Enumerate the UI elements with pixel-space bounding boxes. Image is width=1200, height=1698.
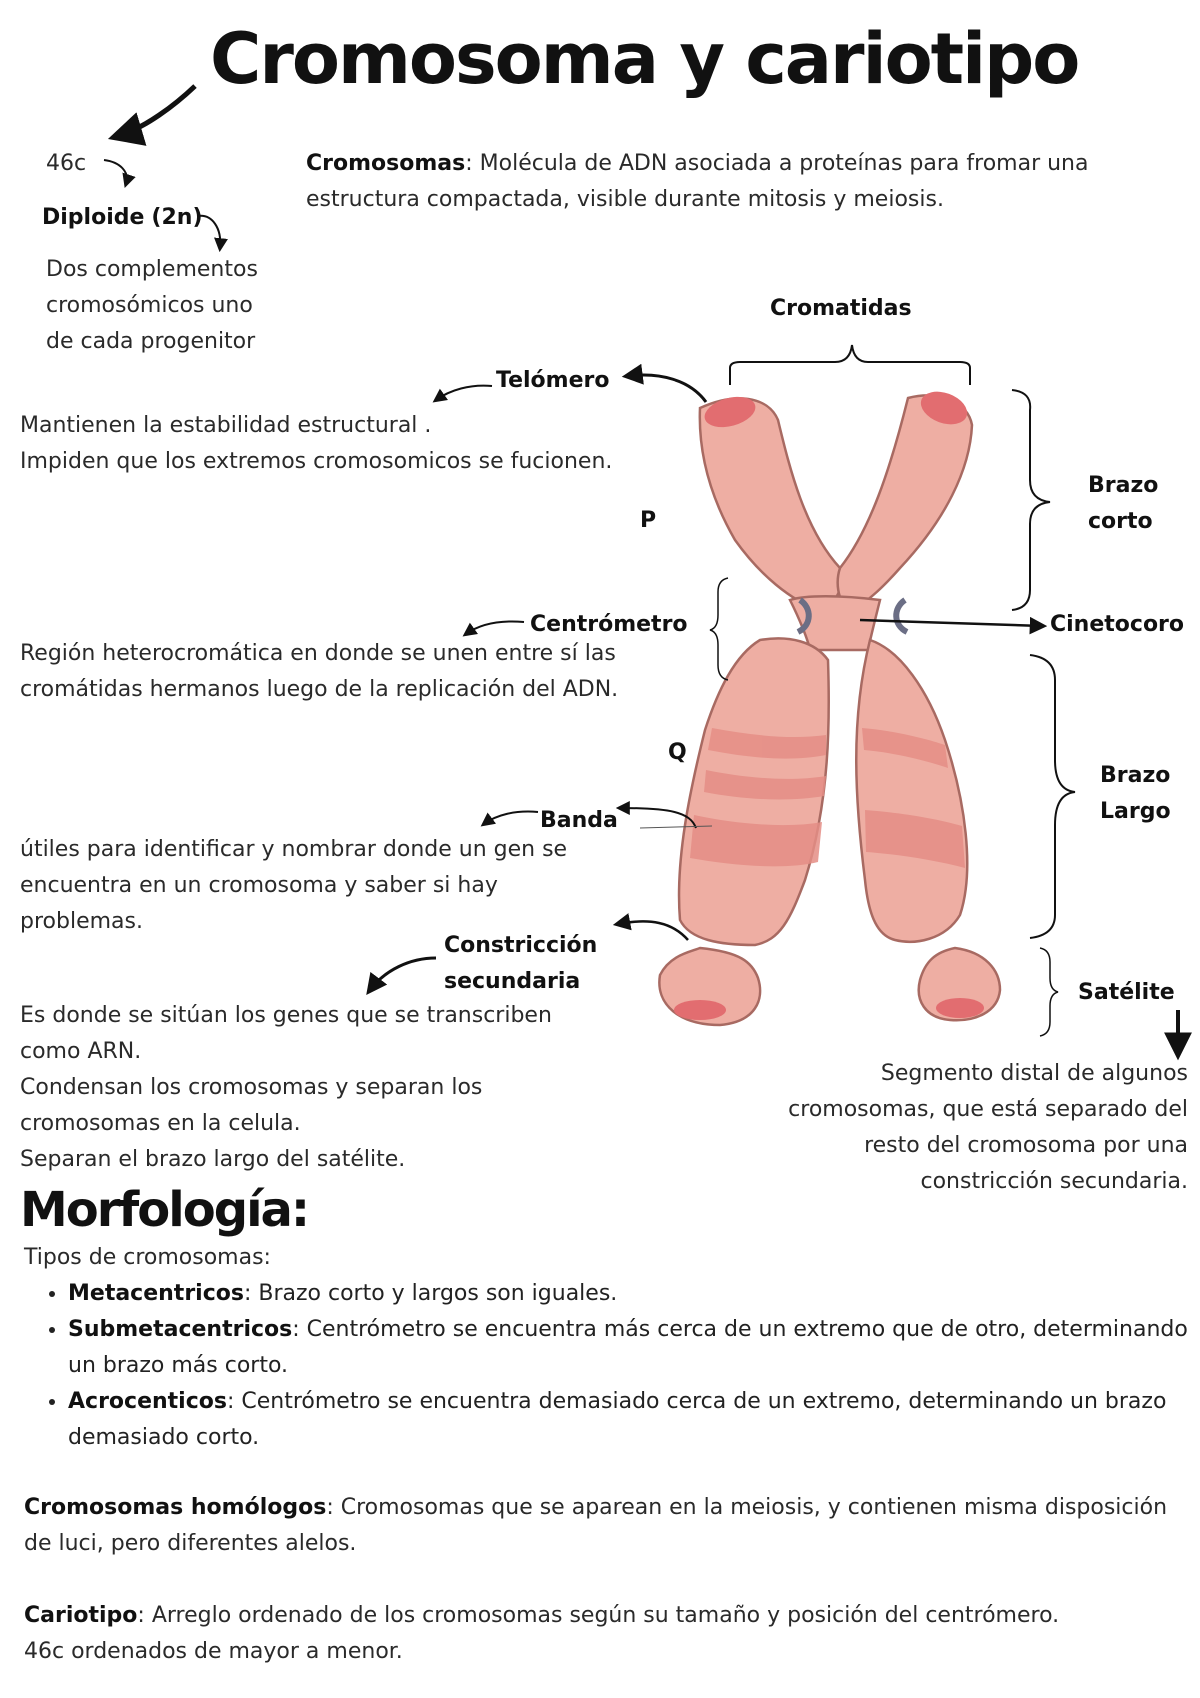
cromatidas-bracket: [730, 345, 970, 385]
constriccion-desc-line: Es donde se sitúan los genes que se transcriben: [20, 1003, 552, 1028]
constriccion-line: secundaria: [444, 969, 581, 994]
centrometro-description: [20, 636, 618, 708]
morfologia-intro: Tipos de cromosomas:: [24, 1245, 271, 1270]
diploid-desc-line: Dos complementos: [46, 257, 258, 282]
diploid-symbol: (2n): [151, 205, 203, 230]
banda-arrow-left: [484, 812, 538, 824]
cariotipo-term: Cariotipo: [24, 1603, 138, 1628]
satellite-left-tip: [674, 1000, 726, 1020]
homologos-text: : Cromosomas que se aparean en la meiosis, y contienen misma disposición de luci, pero diferentes alelos.: [24, 1495, 1168, 1556]
right-upper-arm: [838, 396, 972, 612]
type-term: Submetacentricos: [68, 1317, 293, 1342]
type-text: : Centrómetro se encuentra demasiado cerca de un extremo, determinando un brazo demasiado corto.: [68, 1389, 1167, 1450]
brazo-largo-line: Brazo: [1100, 763, 1171, 788]
type-text: : Brazo corto y largos son iguales.: [243, 1281, 618, 1306]
cromatidas-label: Cromatidas: [770, 296, 912, 321]
brazo-largo-label: [1100, 758, 1171, 830]
constriccion-line: Constricción: [444, 933, 598, 958]
brazo-corto-label: [1088, 468, 1158, 540]
p-arm-label: P: [640, 508, 657, 533]
list-item: [68, 1276, 1188, 1312]
telomero-desc-line: Mantienen la estabilidad estructural .: [20, 413, 432, 438]
type-term: Acrocenticos: [68, 1389, 227, 1414]
chromosome-types-list: [20, 1276, 1188, 1456]
constriccion-label: [444, 928, 597, 1000]
homologos-paragraph: [24, 1490, 1184, 1562]
satelite-desc-line: Segmento distal de algunos: [880, 1061, 1188, 1086]
definition-text: : Molécula de ADN asociada a proteínas para fromar una estructura compactada, visible durante mitosis y meiosis.: [306, 151, 1089, 212]
type-term: Metacentricos: [68, 1281, 244, 1306]
diploid-arrow: [198, 216, 220, 248]
right-lower-arm: [856, 640, 967, 942]
diploid-desc-line: de cada progenitor: [46, 329, 256, 354]
page-title: Cromosoma y cariotipo: [210, 18, 1079, 100]
centrometro-desc-line: Región heterocromática en donde se unen entre sí las: [20, 641, 616, 666]
title-arrow: [118, 86, 195, 136]
telomero-arrow-left: [436, 386, 492, 400]
left-upper-arm: [700, 398, 842, 612]
constriccion-arrow-left: [370, 958, 436, 990]
telomero-description: [20, 408, 612, 480]
banda-desc-line: encuentra en un cromosoma y saber si hay: [20, 873, 498, 898]
constriccion-description: [20, 998, 552, 1178]
chromosome-count: 46c: [46, 151, 87, 176]
list-item: [68, 1384, 1188, 1456]
brazo-largo-brace: [1030, 655, 1075, 938]
brazo-corto-line: Brazo: [1088, 473, 1159, 498]
cinetocoro-label: Cinetocoro: [1050, 612, 1185, 637]
morfologia-heading: Morfología:: [20, 1182, 309, 1238]
cariotipo-text: : Arreglo ordenado de los cromosomas según su tamaño y posición del centrómero.: [137, 1603, 1060, 1628]
telomero-arrow-right: [628, 375, 706, 402]
satelite-desc-line: resto del cromosoma por una: [864, 1133, 1188, 1158]
satelite-brace: [1040, 948, 1058, 1036]
cinetocoro-arrow: [860, 620, 1042, 626]
centrometro-desc-line: cromátidas hermanos luego de la replicación del ADN.: [20, 677, 619, 702]
chromosome-shape: [659, 396, 1000, 1025]
centrometro-arrow-left: [466, 622, 524, 635]
brazo-corto-line: corto: [1088, 509, 1153, 534]
diploid-desc-line: cromosómicos uno: [46, 293, 253, 318]
definition-term: Cromosomas: [306, 151, 466, 176]
constriccion-desc-line: Condensan los cromosomas y separan los: [20, 1075, 483, 1100]
telomero-desc-line: Impiden que los extremos cromosomicos se fucionen.: [20, 449, 613, 474]
cariotipo-line2: 46c ordenados de mayor a menor.: [24, 1639, 403, 1664]
satelite-desc-line: cromosomas, que está separado del: [788, 1097, 1188, 1122]
constriccion-desc-line: como ARN.: [20, 1039, 142, 1064]
constriccion-arrow-right: [618, 921, 688, 940]
banda-description: [20, 832, 567, 940]
telomero-label: Telómero: [496, 368, 610, 393]
banda-desc-line: problemas.: [20, 909, 143, 934]
centrometro-label: Centrómetro: [530, 612, 688, 637]
satelite-description: [700, 1056, 1188, 1200]
diploid-label: Diploide: [42, 205, 145, 230]
brazo-largo-line: Largo: [1100, 799, 1171, 824]
homologos-term: Cromosomas homólogos: [24, 1495, 327, 1520]
count-arrow: [104, 160, 127, 184]
satellite-right-tip: [936, 998, 984, 1018]
centrometro-brace: [710, 578, 728, 680]
banda-desc-line: útiles para identificar y nombrar donde un gen se: [20, 837, 568, 862]
brazo-corto-brace: [1012, 390, 1050, 610]
list-item: [68, 1312, 1188, 1384]
q-arm-label: Q: [668, 740, 687, 765]
constriccion-desc-line: cromosomas en la celula.: [20, 1111, 301, 1136]
cariotipo-paragraph: [24, 1598, 1194, 1670]
satelite-desc-line: constricción secundaria.: [920, 1169, 1188, 1194]
satelite-label: Satélite: [1078, 980, 1175, 1005]
type-text: : Centrómetro se encuentra más cerca de un extremo que de otro, determinando un brazo más corto.: [68, 1317, 1188, 1378]
banda-label: Banda: [540, 808, 618, 833]
kinetochore-right: [896, 600, 907, 632]
constriccion-desc-line: Separan el brazo largo del satélite.: [20, 1147, 406, 1172]
